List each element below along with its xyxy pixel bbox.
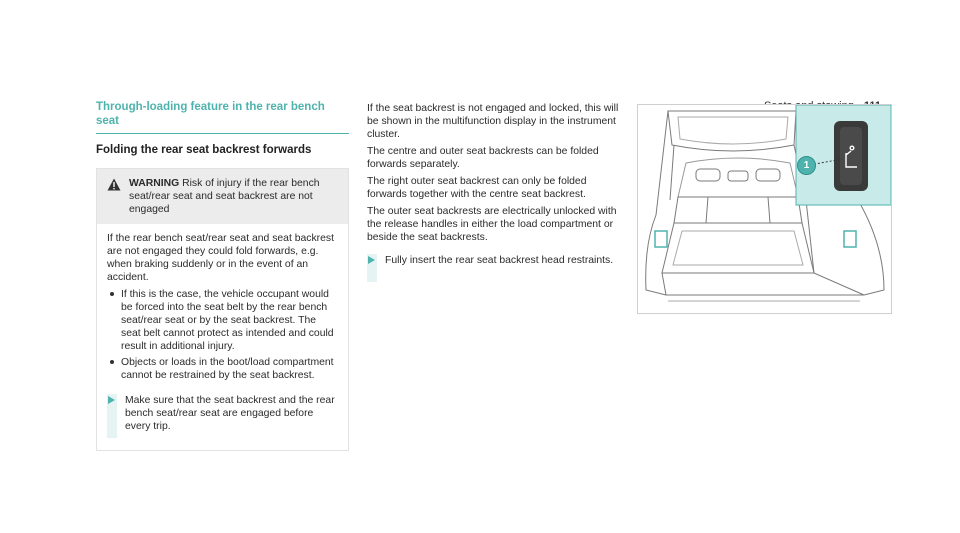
step-text: Fully insert the rear seat backrest head restraints. [385, 255, 614, 266]
car-boot-drawing [638, 105, 891, 313]
warning-triangle-icon [107, 178, 121, 191]
warning-step-text: Make sure that the seat backrest and the rear bench seat/rear seat are engaged before every trip. [125, 395, 335, 432]
callout-badge [797, 156, 816, 175]
warning-summary: Risk of injury if the rear bench seat/rear seat and seat backrest are not engaged [129, 178, 320, 215]
paragraph: The right outer seat backrest can only be folded forwards together with the centre seat backrest. [367, 176, 587, 200]
paragraph: If the seat backrest is not engaged and locked, this will be shown in the multifunction display in the instrument cluster. [367, 103, 619, 140]
warning-head-text [129, 177, 338, 216]
left-release-handle-marker [655, 231, 667, 247]
warning-box [96, 168, 349, 451]
warning-header [97, 169, 348, 224]
warning-bullets [107, 288, 338, 382]
warning-step [107, 394, 338, 438]
step-marker [367, 254, 377, 282]
load-compartment-illustration [637, 104, 892, 314]
warning-body [97, 224, 348, 450]
paragraph: The outer seat backrests are electrically unlocked with the release handles in either the load compartment or beside the seat backrests. [367, 206, 617, 243]
list-item: If this is the case, the vehicle occupant would be forced into the seat belt by the rear bench seat/rear seat or by the seat backrest. The seat belt cannot protect as intended and could result in additional injury. [107, 288, 338, 353]
list-item: Objects or loads in the boot/load compartment cannot be restrained by the seat backrest. [107, 356, 338, 382]
step-arrow-icon [368, 256, 375, 264]
callout-number: 1 [803, 160, 810, 171]
subsection-title: Folding the rear seat backrest forwards [96, 144, 312, 156]
right-release-handle-marker [844, 231, 856, 247]
step-instruction [367, 254, 620, 282]
section-title: Through-loading feature in the rear bench seat [96, 100, 349, 134]
step-arrow-icon [108, 396, 115, 404]
step-marker [107, 394, 117, 438]
warning-intro: If the rear bench seat/rear seat and seat backrest are not engaged they could fold forwards, e.g. when braking suddenly or in the event of an accident. [107, 233, 334, 283]
warning-label: WARNING [129, 178, 180, 189]
middle-column [367, 102, 620, 282]
paragraph: The centre and outer seat backrests can be folded forwards separately. [367, 146, 599, 170]
left-column [96, 100, 349, 451]
